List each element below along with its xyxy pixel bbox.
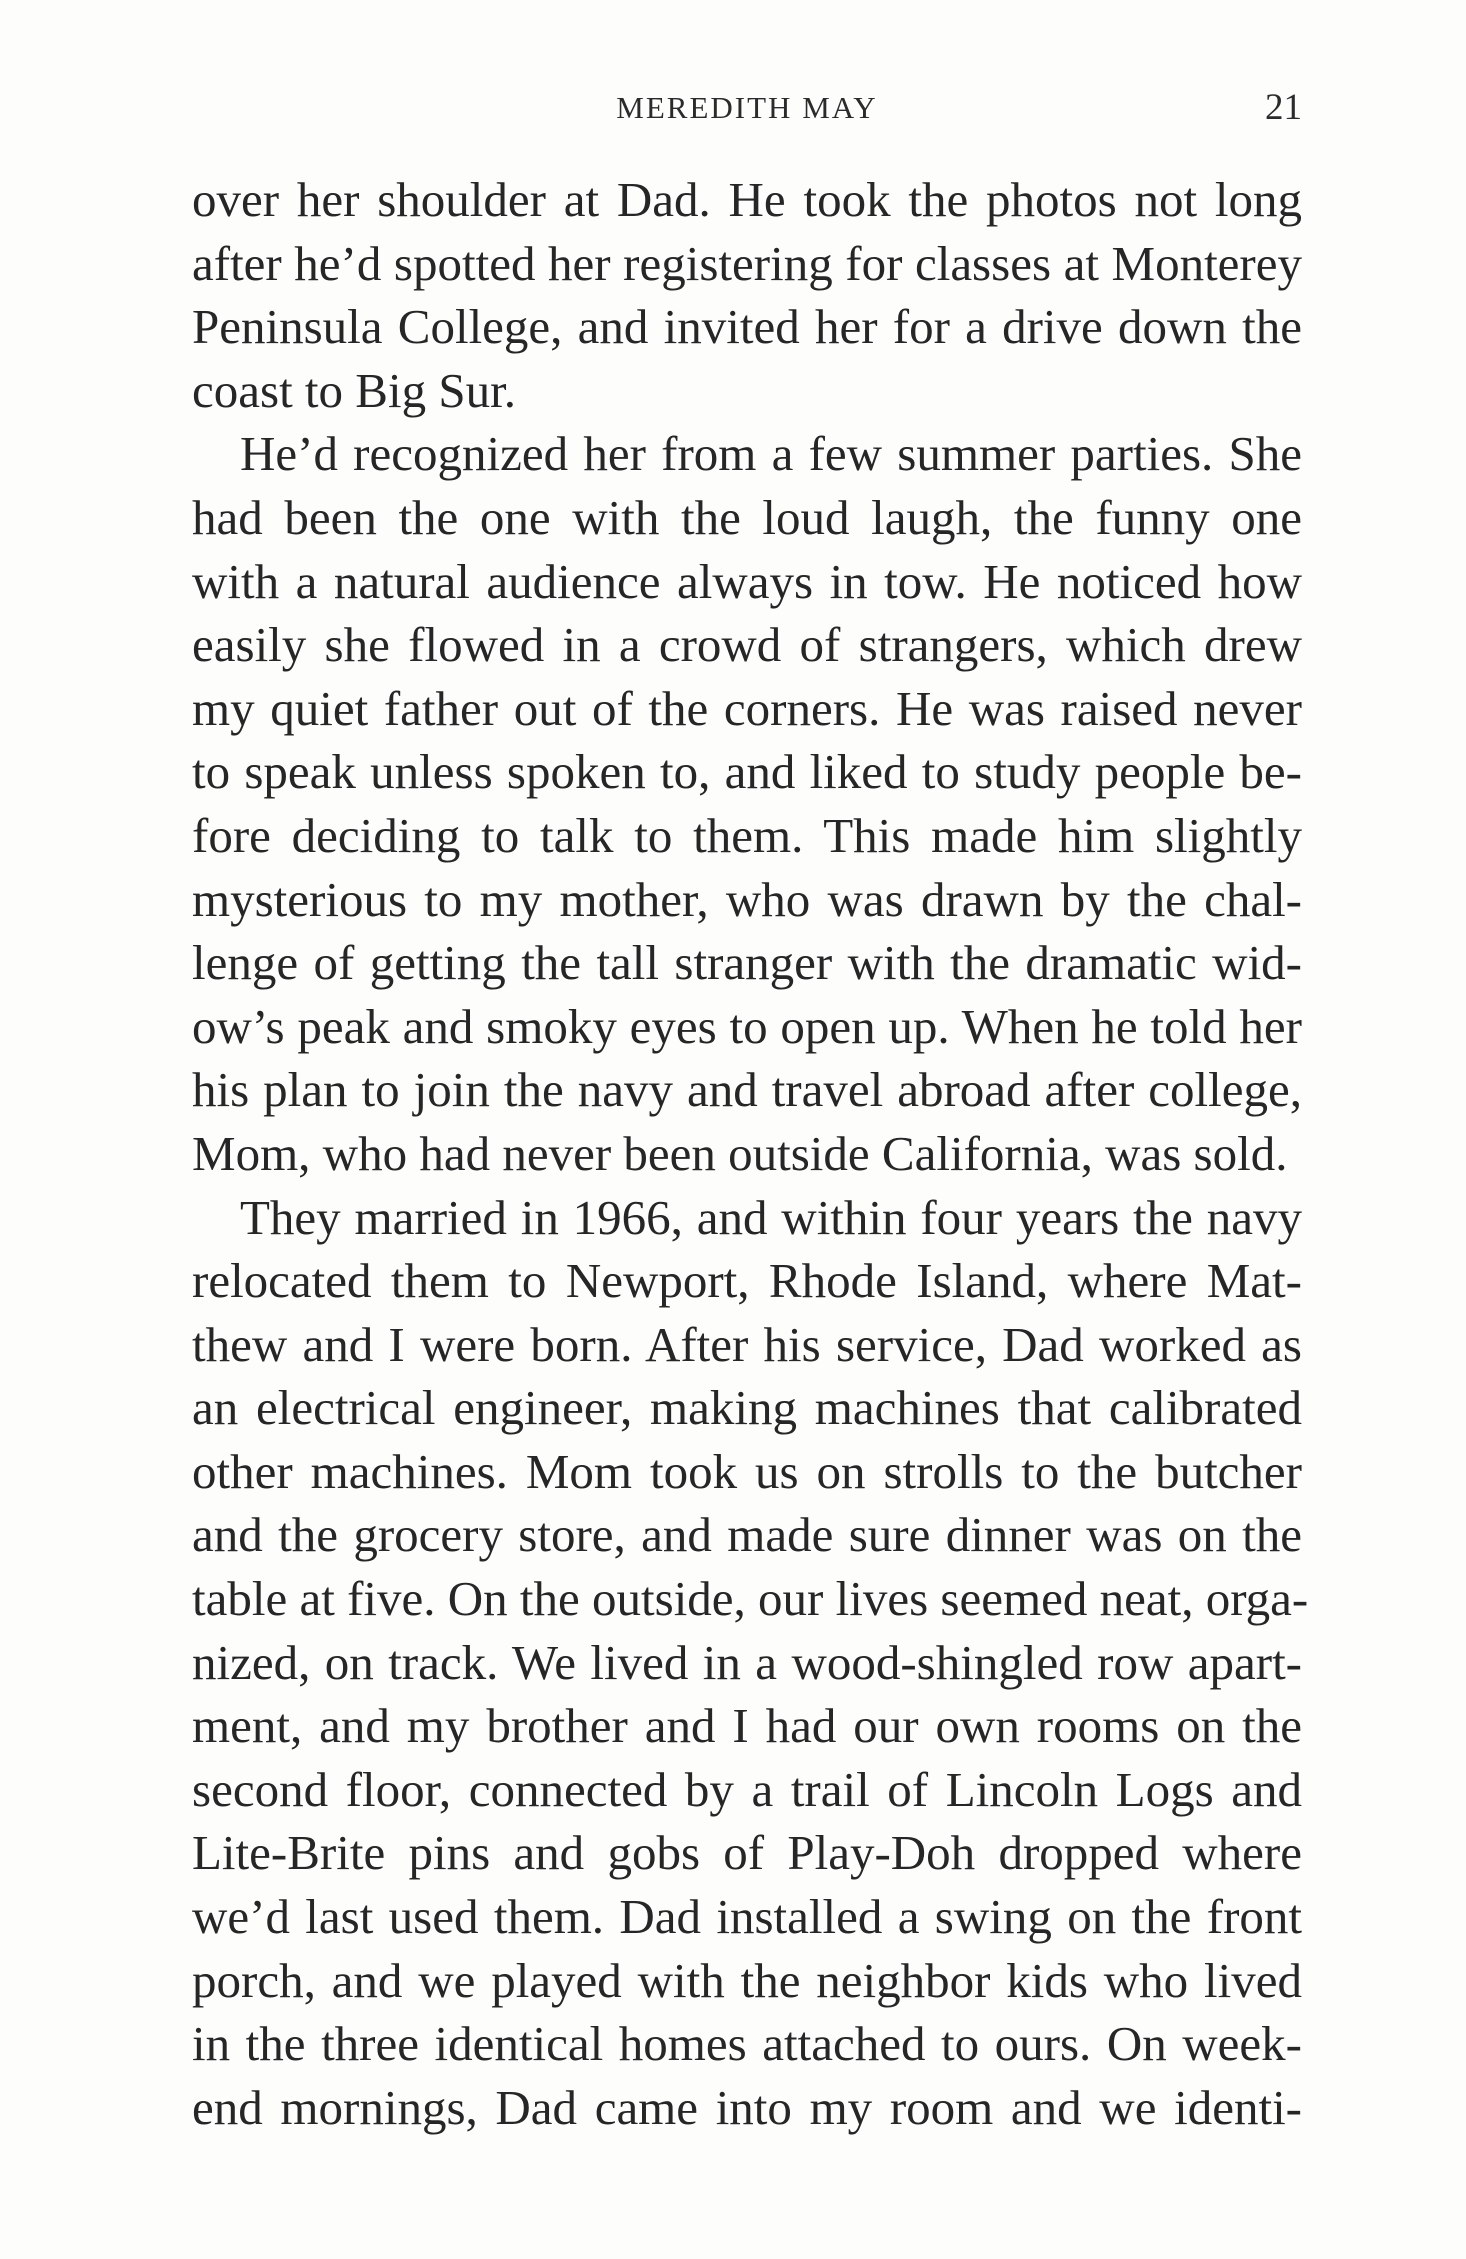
text-line: easily she flowed in a crowd of strangers, which drew bbox=[192, 617, 1302, 673]
text-line: mysterious to my mother, who was drawn by the chal- bbox=[192, 871, 1302, 927]
text-line: second floor, connected by a trail of Lincoln Logs and bbox=[192, 1761, 1302, 1817]
text-line: thew and I were born. After his service, Dad worked as bbox=[192, 1316, 1302, 1372]
text-line: Mom, who had never been outside California, was sold. bbox=[192, 1125, 1288, 1181]
text-line: end mornings, Dad came into my room and we identi- bbox=[192, 2079, 1302, 2135]
text-line: He’d recognized her from a few summer parties. She bbox=[240, 426, 1302, 482]
text-line: to speak unless spoken to, and liked to study people be- bbox=[192, 744, 1302, 800]
text-line: an electrical engineer, making machines that calibrated bbox=[192, 1380, 1302, 1436]
text-line: fore deciding to talk to them. This made him slightly bbox=[192, 807, 1302, 863]
text-line: after he’d spotted her registering for classes at Monterey bbox=[192, 235, 1302, 291]
text-line: in the three identical homes attached to ours. On week- bbox=[192, 2016, 1302, 2072]
page-number: 21 bbox=[1265, 87, 1302, 128]
text-line: other machines. Mom took us on strolls to the butcher bbox=[192, 1443, 1302, 1499]
text-line: ment, and my brother and I had our own rooms on the bbox=[192, 1698, 1302, 1754]
text-line: and the grocery store, and made sure dinner was on the bbox=[192, 1507, 1302, 1563]
text-line: had been the one with the loud laugh, the funny one bbox=[192, 489, 1302, 545]
running-head bbox=[192, 78, 1302, 138]
text-line: They married in 1966, and within four years the navy bbox=[240, 1189, 1302, 1245]
text-line: porch, and we played with the neighbor kids who lived bbox=[192, 1952, 1302, 2008]
text-line: lenge of getting the tall stranger with the dramatic wid- bbox=[192, 935, 1302, 991]
text-line: relocated them to Newport, Rhode Island, where Mat- bbox=[192, 1253, 1302, 1309]
text-line: over her shoulder at Dad. He took the photos not long bbox=[192, 172, 1302, 227]
text-line: my quiet father out of the corners. He was raised never bbox=[192, 680, 1302, 736]
body-text bbox=[192, 168, 1309, 2139]
text-line: nized, on track. We lived in a wood-shingled row apart- bbox=[192, 1634, 1302, 1690]
text-line: table at five. On the outside, our lives seemed neat, orga- bbox=[192, 1571, 1309, 1627]
text-line: we’d last used them. Dad installed a swing on the front bbox=[192, 1889, 1302, 1945]
text-line: Lite-Brite pins and gobs of Play-Doh dropped where bbox=[192, 1825, 1302, 1881]
text-line: coast to Big Sur. bbox=[192, 362, 516, 418]
text-line: Peninsula College, and invited her for a drive down the bbox=[192, 299, 1302, 355]
text-line: his plan to join the navy and travel abroad after college, bbox=[192, 1062, 1302, 1118]
running-head-author: MEREDITH MAY bbox=[616, 90, 878, 125]
text-line: with a natural audience always in tow. He noticed how bbox=[192, 553, 1302, 609]
text-line: ow’s peak and smoky eyes to open up. When he told her bbox=[192, 998, 1302, 1054]
